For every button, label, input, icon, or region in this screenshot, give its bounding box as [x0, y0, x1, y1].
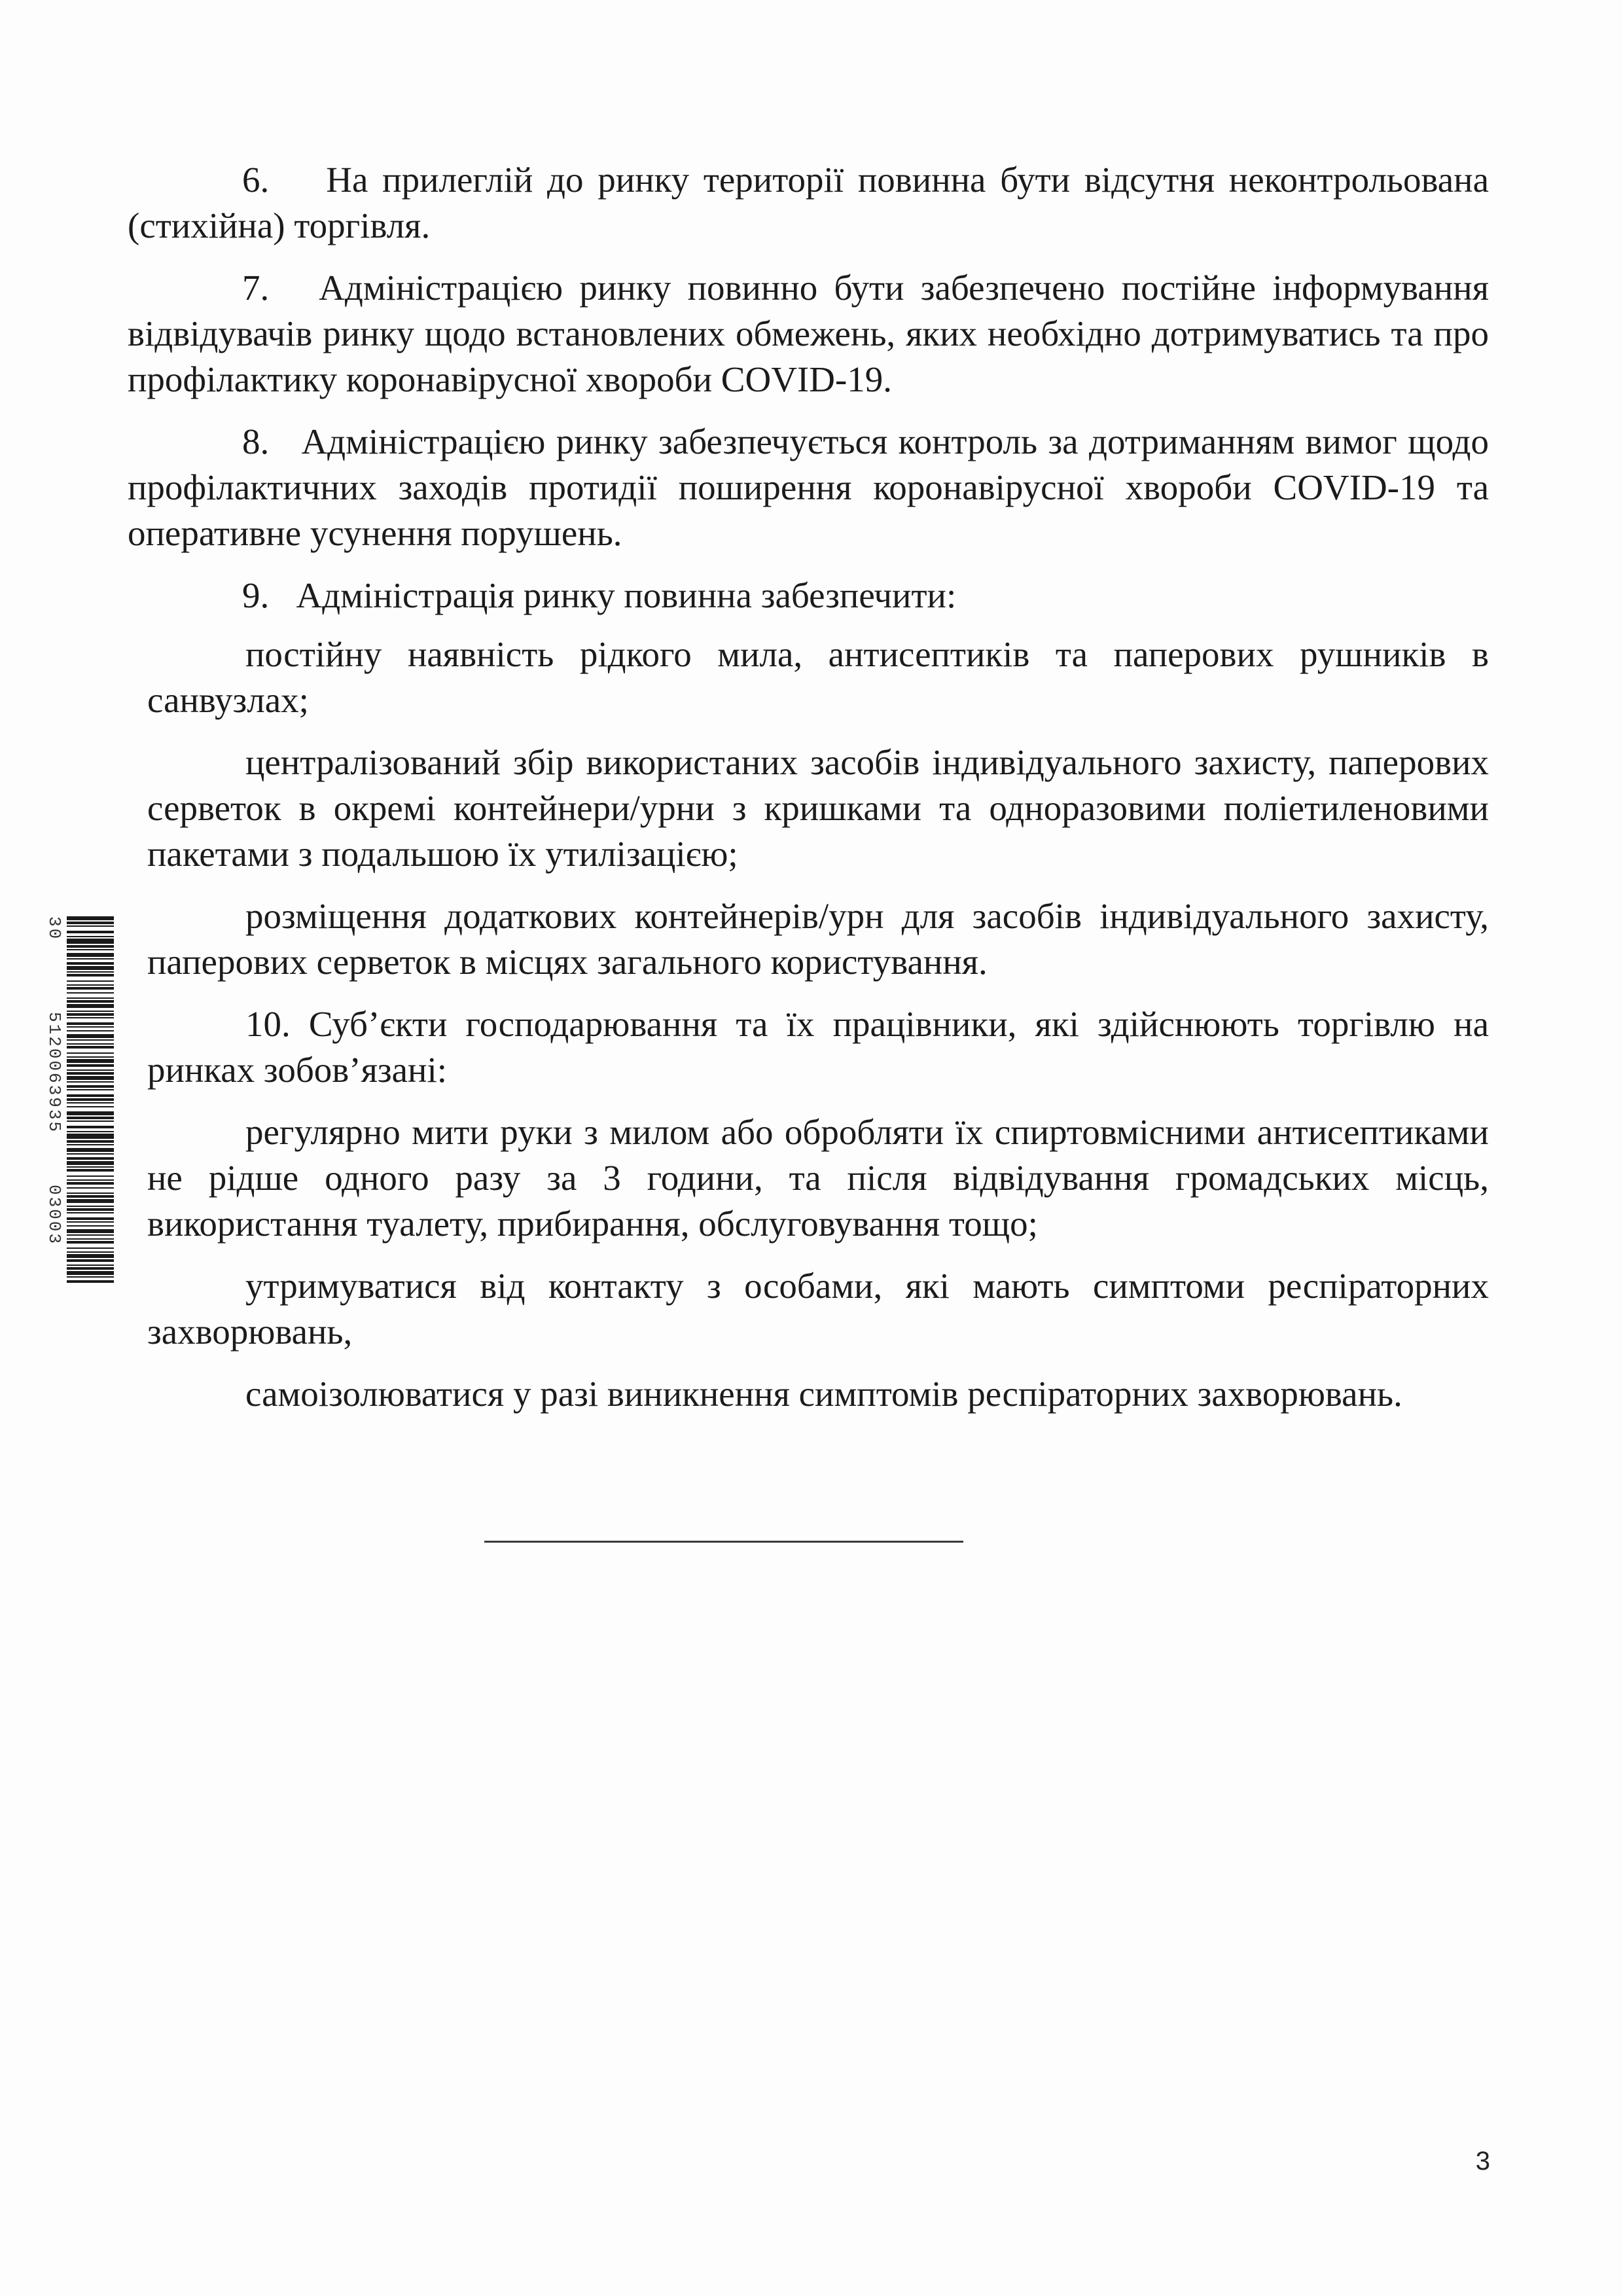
- barcode-bar: [67, 1030, 114, 1031]
- barcode-bar: [67, 1267, 114, 1270]
- barcode-digits-bottom: 03003: [45, 1185, 64, 1246]
- barcode-bar: [67, 1187, 114, 1189]
- barcode-bar: [67, 974, 114, 977]
- barcode-bar: [67, 1225, 114, 1227]
- barcode-bar: [67, 1161, 114, 1165]
- barcode-bar: [67, 1153, 114, 1155]
- barcode-bar: [67, 1241, 114, 1244]
- barcode-bar: [67, 1195, 114, 1198]
- barcode-bar: [67, 1229, 114, 1233]
- barcode-bar: [67, 966, 114, 970]
- barcode-bar: [67, 1140, 114, 1143]
- barcode-bar: [67, 1117, 114, 1119]
- barcode-bar: [67, 922, 114, 924]
- barcode-bar: [67, 1111, 114, 1115]
- barcode-bar: [67, 939, 114, 944]
- barcode-bar: [67, 1131, 114, 1132]
- barcode-bar: [67, 1259, 114, 1262]
- barcode-bar: [67, 962, 114, 965]
- barcode-bar: [67, 1004, 114, 1008]
- barcode-bar: [67, 971, 114, 973]
- barcode-bar: [67, 1206, 114, 1207]
- barcode-bar: [67, 958, 114, 960]
- page-number: 3: [1475, 2147, 1490, 2176]
- barcode-bar: [67, 1271, 114, 1275]
- barcode-bar: [67, 1126, 114, 1128]
- barcode-bar: [67, 1017, 114, 1018]
- barcode-bar: [67, 1085, 114, 1088]
- barcode-bar: [67, 1000, 114, 1003]
- barcode-bar: [67, 1022, 114, 1025]
- barcode-bar: [67, 1026, 114, 1028]
- paragraph-9-item-1: постійну наявність рідкого мила, антисептиків та паперових рушників в санвузлах;: [147, 634, 1489, 720]
- barcode-bar: [67, 1148, 114, 1152]
- barcode-bar: [67, 1144, 114, 1145]
- barcode-bar: [67, 1166, 114, 1168]
- barcode-bar: [67, 987, 114, 990]
- paragraph-9-item-2: централізований збір використаних засобів індивідуального захисту, паперових серветок в окремі контейнери/урни з кришками та одноразовими поліетиленовими пакетами з подальшою їх утилізацією;: [147, 742, 1489, 874]
- barcode-bar: [67, 1247, 114, 1249]
- barcode-bar: [67, 1081, 114, 1083]
- barcode-bar: [67, 1234, 114, 1236]
- barcode-bar: [67, 1106, 114, 1107]
- barcode-bar: [67, 1076, 114, 1080]
- barcode-bar: [67, 1102, 114, 1103]
- barcode-bar: [67, 1193, 114, 1194]
- barcode-bar: [67, 1179, 114, 1181]
- barcode-bar: [67, 1182, 114, 1185]
- barcode-bar: [67, 1072, 114, 1075]
- barcode-bar: [67, 1034, 114, 1038]
- barcode-bar: [67, 1121, 114, 1122]
- barcode-bar: [67, 916, 114, 920]
- barcode-bar: [67, 1175, 114, 1177]
- barcode-bar: [67, 949, 114, 950]
- paragraph-8: 8. Адміністрацією ринку забезпечується контроль за дотриманням вимог щодо профілактичних заходів протидії поширення коронавірусної хвороби COVID-19 та оперативне усунення порушень.: [128, 422, 1489, 553]
- barcode-bar: [67, 1221, 114, 1223]
- barcode-bar: [67, 1052, 114, 1054]
- barcode-bar: [67, 931, 114, 933]
- barcode-bar: [67, 945, 114, 948]
- barcode-bar: [67, 992, 114, 994]
- closing-separator-line: [484, 1541, 963, 1543]
- barcode-bar: [67, 1199, 114, 1203]
- barcode-digits-top: 30: [45, 916, 64, 941]
- barcode-bar: [67, 1069, 114, 1071]
- barcode-bar: [67, 936, 114, 937]
- barcode-bar: [67, 1043, 114, 1045]
- barcode-bar: [67, 1276, 114, 1278]
- barcode-bar: [67, 1157, 114, 1160]
- barcode-bar: [67, 1056, 114, 1058]
- paragraph-10-item-2: утримуватися від контакту з особами, які мають симптоми респіраторних захворювань,: [147, 1266, 1489, 1352]
- barcode-bar: [67, 1039, 114, 1041]
- barcode-bar: [67, 1280, 114, 1283]
- paragraph-10: 10. Суб’єкти господарювання та їх працівники, які здійснюють торгівлю на ринках зобов’язані:: [147, 1004, 1489, 1090]
- barcode-bar: [67, 997, 114, 999]
- barcode-bar: [67, 1208, 114, 1211]
- paragraph-10-item-3: самоізолюватися у разі виникнення симптомів респіраторних захворювань.: [245, 1374, 1402, 1414]
- barcode-bar: [67, 1046, 114, 1049]
- barcode-bar: [67, 1254, 114, 1258]
- paragraph-9: 9. Адміністрація ринку повинна забезпечити:: [242, 575, 957, 615]
- barcode-bar: [67, 1098, 114, 1101]
- barcode-bar: [67, 1094, 114, 1097]
- barcode-bar: [67, 1089, 114, 1090]
- barcode-bar: [67, 1059, 114, 1063]
- barcode-bar: [67, 1134, 114, 1139]
- barcode-bar: [67, 1251, 114, 1253]
- barcode-digits-middle: 5120063935: [45, 1011, 64, 1134]
- barcode-bar: [67, 1265, 114, 1266]
- barcode-bar: [67, 1011, 114, 1012]
- barcode-bar: [67, 1013, 114, 1016]
- paragraph-9-item-3: розміщення додаткових контейнерів/урн для засобів індивідуального захисту, паперових серветок в місцях загального користування.: [147, 896, 1489, 982]
- paragraph-7: 7. Адміністрацією ринку повинно бути забезпечено постійне інформування відвідувачів ринку щодо встановлених обмежень, яких необхідно дотримуватись та про профілактику коронавірусної хвороби COVID-19.: [128, 268, 1489, 399]
- barcode-bars-icon: [67, 916, 114, 1283]
- barcode-bar: [67, 984, 114, 986]
- paragraph-10-item-1: регулярно мити руки з милом або обробляти їх спиртовмісними антисептиками не рідше одного разу за 3 години, та після відвідування громадських місць, використання туалету, прибирання, обслуговування тощо;: [147, 1112, 1489, 1244]
- barcode: [38, 916, 116, 1283]
- barcode-bar: [67, 1064, 114, 1067]
- barcode-bar: [67, 1238, 114, 1240]
- barcode-digits: [38, 916, 64, 1283]
- paragraph-6: 6. На прилеглій до ринку території повинна бути відсутня неконтрольована (стихійна) торгівля.: [128, 160, 1489, 245]
- barcode-bar: [67, 980, 114, 982]
- barcode-bar: [67, 953, 114, 957]
- barcode-bar: [67, 925, 114, 927]
- barcode-bar: [67, 1212, 114, 1213]
- barcode-bar: [67, 1169, 114, 1172]
- barcode-bar: [67, 1217, 114, 1220]
